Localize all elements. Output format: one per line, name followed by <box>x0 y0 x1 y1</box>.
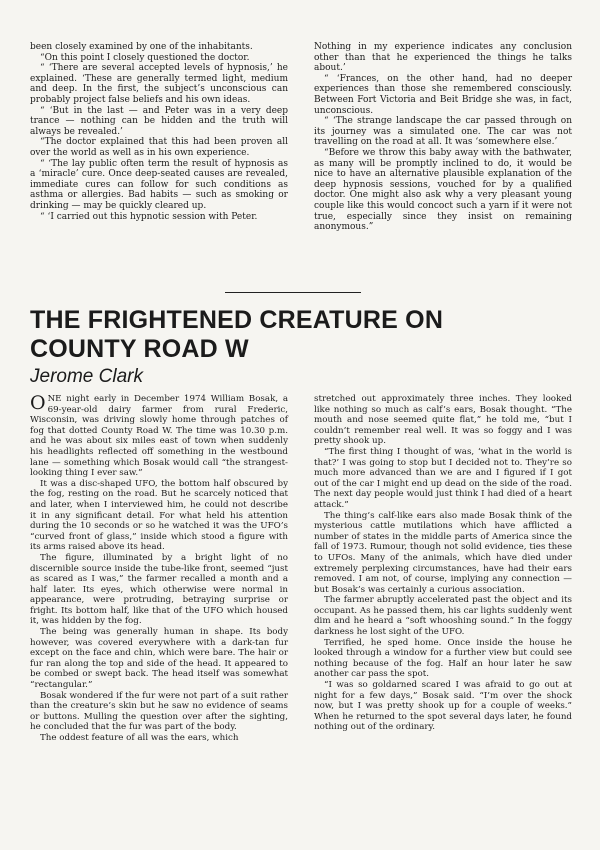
paragraph: “I was so goldarned scared I was afraid to go out at night for a few days,” Bosak said. “I’m over the shock now, but I was pretty shook up for a couple of weeks.” When he returned to the spot several days later, he found nothing out of the ordinary. <box>314 680 572 733</box>
bottom-right-column <box>314 394 572 744</box>
paragraph: The thing’s calf-like ears also made Bosak think of the mysterious cattle mutilations which have afflicted a number of states in the middle parts of America since the fall of 1973. Rumour, though not solid evidence, ties these to UFOs. Many of the animals, which have died under extremely perplexing circumstances, have had their ears removed. I am not, of course, implying any connection — but Bosak’s was certainly a curious association. <box>314 510 572 595</box>
paragraph: It was a disc-shaped UFO, the bottom half obscured by the fog, resting on the road. But he scarcely noticed that and later, when I interviewed him, he could not describe it in any significant detail. For what held his attention during the 10 seconds or so he watched it was the UFO’s “curved front of glass,” inside which stood a figure with its arms raised above its head. <box>30 478 288 553</box>
paragraph: “ ‘I carried out this hypnotic session with Peter. <box>40 211 258 222</box>
paragraph: stretched out approximately three inches. They looked like nothing so much as calf’s ears, Bosak thought. “The mouth and nose seemed quite flat,” he told me, “but I couldn’t remember real well. It was so foggy and I was pretty shook up. <box>314 394 572 447</box>
paragraph: “On this point I closely questioned the doctor. <box>40 52 250 63</box>
paragraph: “ ‘But in the last — and Peter was in a very deep trance — nothing can be hidden and the truth will always be revealed.’ <box>30 105 288 137</box>
paragraph: The farmer abruptly accelerated past the object and its occupant. As he passed them, his car lights suddenly went dim and he heard a “soft whooshing sound.” In the foggy darkness he lost sight of the UFO. <box>314 595 573 638</box>
article-title-line-2: COUNTY ROAD W <box>30 335 249 363</box>
paragraph: The figure, illuminated by a bright light of no discernible source inside the tube-like front, seemed “just as scared as I was,” the farmer recalled a month and a half later. Its eyes, which otherwise were normal in appearance, were protruding, betraying surprise or fright. Its bottom half, like that of the UFO which housed it, was hidden by the fog. <box>30 552 288 627</box>
previous-article-continuation <box>30 42 572 233</box>
lead-paragraph <box>30 394 288 479</box>
section-divider <box>225 292 361 293</box>
paragraph: Nothing in my experience indicates any conclusion other than that he experienced the things he talks about.’ <box>314 42 572 74</box>
paragraph: “ ‘Frances, on the other hand, had no deeper experiences than those she remembered consciously. Between Fort Victoria and Beit Bridge she was, in fact, unconscious. <box>314 73 572 116</box>
top-left-column <box>30 42 288 233</box>
paragraph: “The first thing I thought of was, ‘what in the world is that?’ I was going to stop but I decided not to. They’re so much more advanced than we are and I figured if I got out of the car I might end up dead on the side of the road. The next day people would just think I had died of a heart attack.” <box>314 446 572 510</box>
author-byline: Jerome Clark <box>30 366 143 387</box>
article-body <box>30 394 572 744</box>
paragraph: The oddest feature of all was the ears, which <box>40 733 239 743</box>
paragraph: “Before we throw this baby away with the bathwater, as many will be promptly inclined to do, it would be nice to have an alternative plausible explanation of the deep hypnosis sessions, vouched for by a qualified doctor. One might also ask why a very pleasant young couple like this would concoct such a yarn if it were not true, especially since they insist on remaining anonymous.” <box>314 147 572 233</box>
bottom-left-column <box>30 394 288 744</box>
paragraph: The being was generally human in shape. Its body however, was covered everywhere with a dark-tan fur except on the face and chin, which were bare. The hair or fur ran along the top and side of the head. It appeared to be combed or swept back. The head itself was somewhat “rectangular.” <box>30 627 288 691</box>
article-title <box>30 306 570 364</box>
article-title-line-1: THE FRIGHTENED CREATURE ON <box>30 306 444 334</box>
paragraph: been closely examined by one of the inhabitants. <box>30 42 253 52</box>
paragraph: Bosak wondered if the fur were not part of a suit rather than the creature’s skin but he saw no evidence of seams or buttons. Mulling the question over after the sighting, he concluded that the fur was part of the body. <box>30 690 288 733</box>
lead-text: NE night early in December 1974 William Bosak, a 69-year-old dairy farmer from rural Frederic, Wisconsin, was driving slowly home through patches of fog that dotted County Road W. The time was 10.30 p.m. and he was about six miles east of town when suddenly his headlights reflected off something in the westbound lane — something which Bosak would call “the strangest-looking thing I ever saw.” <box>30 394 288 479</box>
paragraph: Terrified, he sped home. Once inside the house he looked through a window for a further view but could see nothing because of the fog. Half an hour later he saw another car pass the spot. <box>314 637 572 680</box>
paragraph: “ ‘The strange landscape the car passed through on its journey was a simulated one. The car was not travelling on the road at all. It was ‘somewhere else.’ <box>314 116 572 148</box>
paragraph: “The doctor explained that this had been proven all over the world as well as in his own experience. <box>30 137 288 158</box>
drop-cap: O <box>30 392 46 414</box>
paragraph: “ ‘The lay public often term the result of hypnosis as a ‘miracle’ cure. Once deep-seated causes are revealed, immediate cures can follow for such conditions as asthma or allergies. Bad habits — such as smoking or drinking — may be quickly cleared up. <box>30 158 288 211</box>
paragraph: “ ‘There are several accepted levels of hypnosis,’ he explained. ‘These are generally termed light, medium and deep. In the first, the subject’s unconscious can probably project false beliefs and his own ideas. <box>30 63 288 105</box>
top-right-column <box>314 42 572 233</box>
